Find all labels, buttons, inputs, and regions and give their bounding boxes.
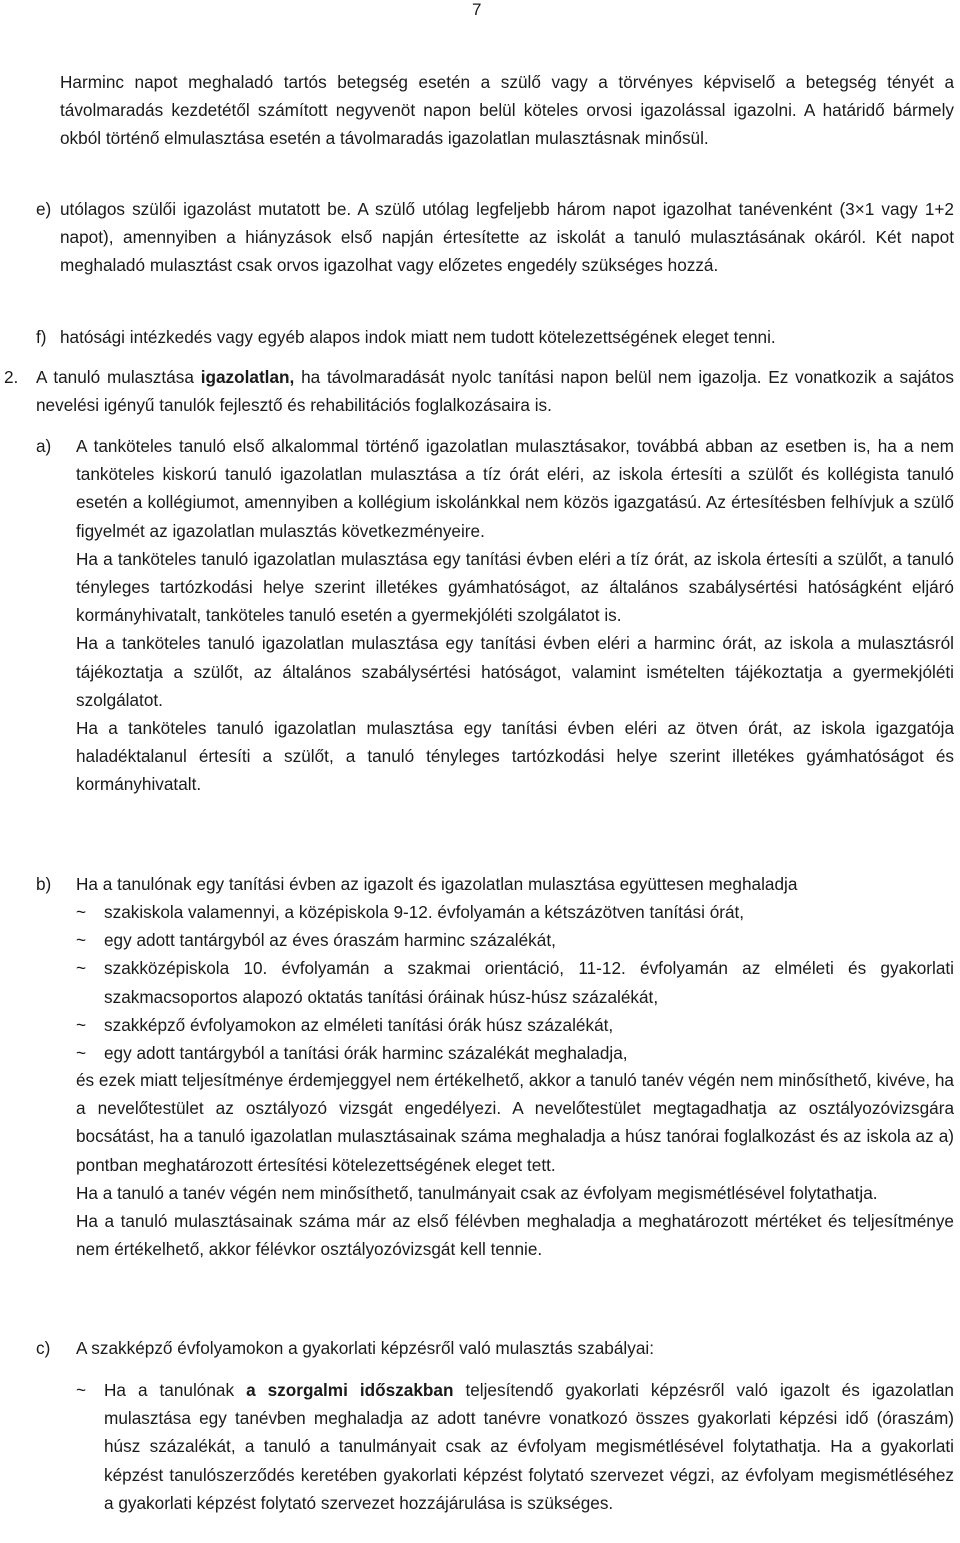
section-2-text-before: A tanuló mulasztása — [36, 367, 201, 387]
item-f-text: hatósági intézkedés vagy egyéb alapos indok miatt nem tudott kötelezettségének eleget tenni. — [60, 327, 776, 347]
item-b-lead: Ha a tanulónak egy tanítási évben az igazolt és igazolatlan mulasztása együttesen meghaladja — [76, 874, 798, 894]
item-a-paragraph: Ha a tanköteles tanuló igazolatlan mulasztása egy tanítási évben eléri a tíz órát, az iskola értesíti a szülőt, a tanuló tényleges tartózkodási helye szerint illetékes gyámhatóságot, az általános szabálysértési hatóságként eljáró kormányhivatalt, tanköteles tanuló esetén a gyermekjóléti szolgálatot is. — [76, 548, 954, 626]
bullet-item — [36, 1011, 954, 1039]
tilde-icon: ~ — [76, 958, 87, 979]
bullet-text: egy adott tantárgyból a tanítási órák harminc százalékát meghaladja, — [104, 1043, 628, 1064]
item-b-body — [76, 1066, 954, 1263]
tilde-icon: ~ — [76, 1014, 87, 1035]
item-c-bullet-bold: a szorgalmi időszakban — [246, 1380, 454, 1400]
section-2-text — [36, 363, 954, 419]
item-a-paragraph: A tanköteles tanuló első alkalommal történő igazolatlan mulasztásakor, továbbá abban az esetben is, ha a nem tanköteles kiskorú tanuló igazolatlan mulasztása a tíz órát eléri, az iskola értesíti a szülőt és kollégista tanuló esetén a kollégiumot, amennyiben a kollégium iskolánkkal nem közös igazgatású. Az értesítésben felhívjuk a szülő figyelmét az igazolatlan mulasztás következményeire. — [76, 436, 954, 541]
item-f-marker: f) — [36, 327, 47, 347]
tilde-icon: ~ — [76, 1043, 87, 1064]
item-b-marker: b) — [36, 874, 52, 894]
item-a-body — [76, 432, 954, 799]
tilde-icon: ~ — [76, 902, 87, 922]
bullet-text: egy adott tantárgyból az éves óraszám harminc százalékát, — [104, 930, 556, 951]
section-2-bold: igazolatlan, — [200, 367, 295, 387]
item-c-bullet — [76, 1376, 954, 1517]
bullet-item — [36, 954, 954, 1010]
page-number: 7 — [472, 0, 482, 19]
item-e-marker: e) — [36, 199, 52, 219]
section-2-text-after: ha távolmaradását nyolc tanítási napon belül nem igazolja. Ez vonatkozik a sajátos nevelési igényű tanulók fejlesztő és rehabilitációs foglalkozásaira is. — [36, 367, 954, 416]
item-b-paragraph: Ha a tanuló a tanév végén nem minősíthető, tanulmányait csak az évfolyam megismétlésével folytathatja. — [76, 1182, 878, 1203]
bullet-item — [76, 1376, 954, 1517]
section-2-marker: 2. — [4, 367, 19, 387]
item-e-text — [60, 195, 954, 280]
item-c-marker: c) — [36, 1338, 51, 1358]
item-b-bullet-list — [36, 898, 954, 1067]
item-a-paragraph: Ha a tanköteles tanuló igazolatlan mulasztása egy tanítási évben eléri a harminc órát, az iskola a mulasztásról tájékoztatja a szülőt, az általános szabálysértési hatóságot, valamint ismételten tájékoztatja a gyermekjóléti szolgálatot. — [76, 633, 954, 710]
item-b-paragraph: és ezek miatt teljesítménye érdemjeggyel nem értékelhető, akkor a tanuló tanév végén nem minősíthető, kivéve, ha a nevelőtestület az osztályozó vizsgát engedélyezi. A nevelőtestület megtagadhatja az osztályozóvizsgára bocsátást, ha a tanuló igazolatlan mulasztásainak száma meghaladja a húsz tanórai foglalkozást és az iskola az a) pontban meghatározott értesítési kötelezettségének eleget tett. — [76, 1070, 954, 1175]
tilde-icon: ~ — [76, 1380, 87, 1400]
intro-paragraph: Harminc napot meghaladó tartós betegség esetén a szülő vagy a törvényes képviselő a betegség tényét a távolmaradás kezdetétől számított negyvenöt napon belül köteles orvosi igazolással igazolni. A határidő bármely okból történő elmulasztása esetén a távolmaradás igazolatlan mulasztásnak minősül. — [60, 72, 954, 149]
bullet-item — [36, 926, 954, 954]
item-e-body: utólagos szülői igazolást mutatott be. A szülő utólag legfeljebb három napot igazolhat tanévenként (3×1 vagy 1+2 napot), amennyiben a hiányzások első napján értesítette az iskolát a tanuló mulasztásának okáról. Két napot meghaladó mulasztást csak orvos igazolhat vagy előzetes engedély szükséges hozzá. — [60, 199, 954, 276]
item-b-paragraph: Ha a tanuló mulasztásainak száma már az első félévben meghaladja a meghatározott mértéket és teljesítménye nem értékelhető, akkor félévkor osztályozóvizsgát kell tennie. — [76, 1211, 954, 1260]
item-c-bullet-before: Ha a tanulónak — [104, 1380, 247, 1400]
item-a-marker: a) — [36, 436, 52, 456]
bullet-item — [36, 1039, 954, 1067]
bullet-text: szakközépiskola 10. évfolyamán a szakmai orientáció, 11-12. évfolyamán az elméleti és gyakorlati szakmacsoportos alapozó oktatás tanítási óráinak húsz-húsz százalékát, — [104, 958, 954, 1007]
item-a-paragraph: Ha a tanköteles tanuló igazolatlan mulasztása egy tanítási évben eléri az ötven órát, az iskola igazgatója haladéktalanul értesíti a szülőt, a tanuló tényleges tartózkodási helye szerint illetékes gyámhatóságot és kormányhivatalt. — [76, 718, 954, 795]
bullet-item — [36, 898, 954, 926]
tilde-icon: ~ — [76, 930, 87, 951]
bullet-text: szakképző évfolyamokon az elméleti tanítási órák húsz százalékát, — [104, 1014, 614, 1035]
item-c-lead: A szakképző évfolyamokon a gyakorlati képzésről való mulasztás szabályai: — [76, 1338, 654, 1358]
bullet-text: szakiskola valamennyi, a középiskola 9-12. évfolyamán a kétszázötven tanítási órát, — [104, 902, 745, 922]
item-c-bullet-after: teljesítendő gyakorlati képzésről való igazolt és igazolatlan mulasztása egy tanévben meghaladja az adott tanévre vonatkozó összes gyakorlati képzési idő (óraszám) húsz százalékát, a tanuló a tanulmányait csak az évfolyam megismétlésével folytathatja. Ha a gyakorlati képzést tanulószerződés keretében gyakorlati képzést folytató szervezet végzi, az évfolyam megismétléséhez a gyakorlati képzést folytató szervezet hozzájárulása is szükséges. — [104, 1380, 954, 1513]
